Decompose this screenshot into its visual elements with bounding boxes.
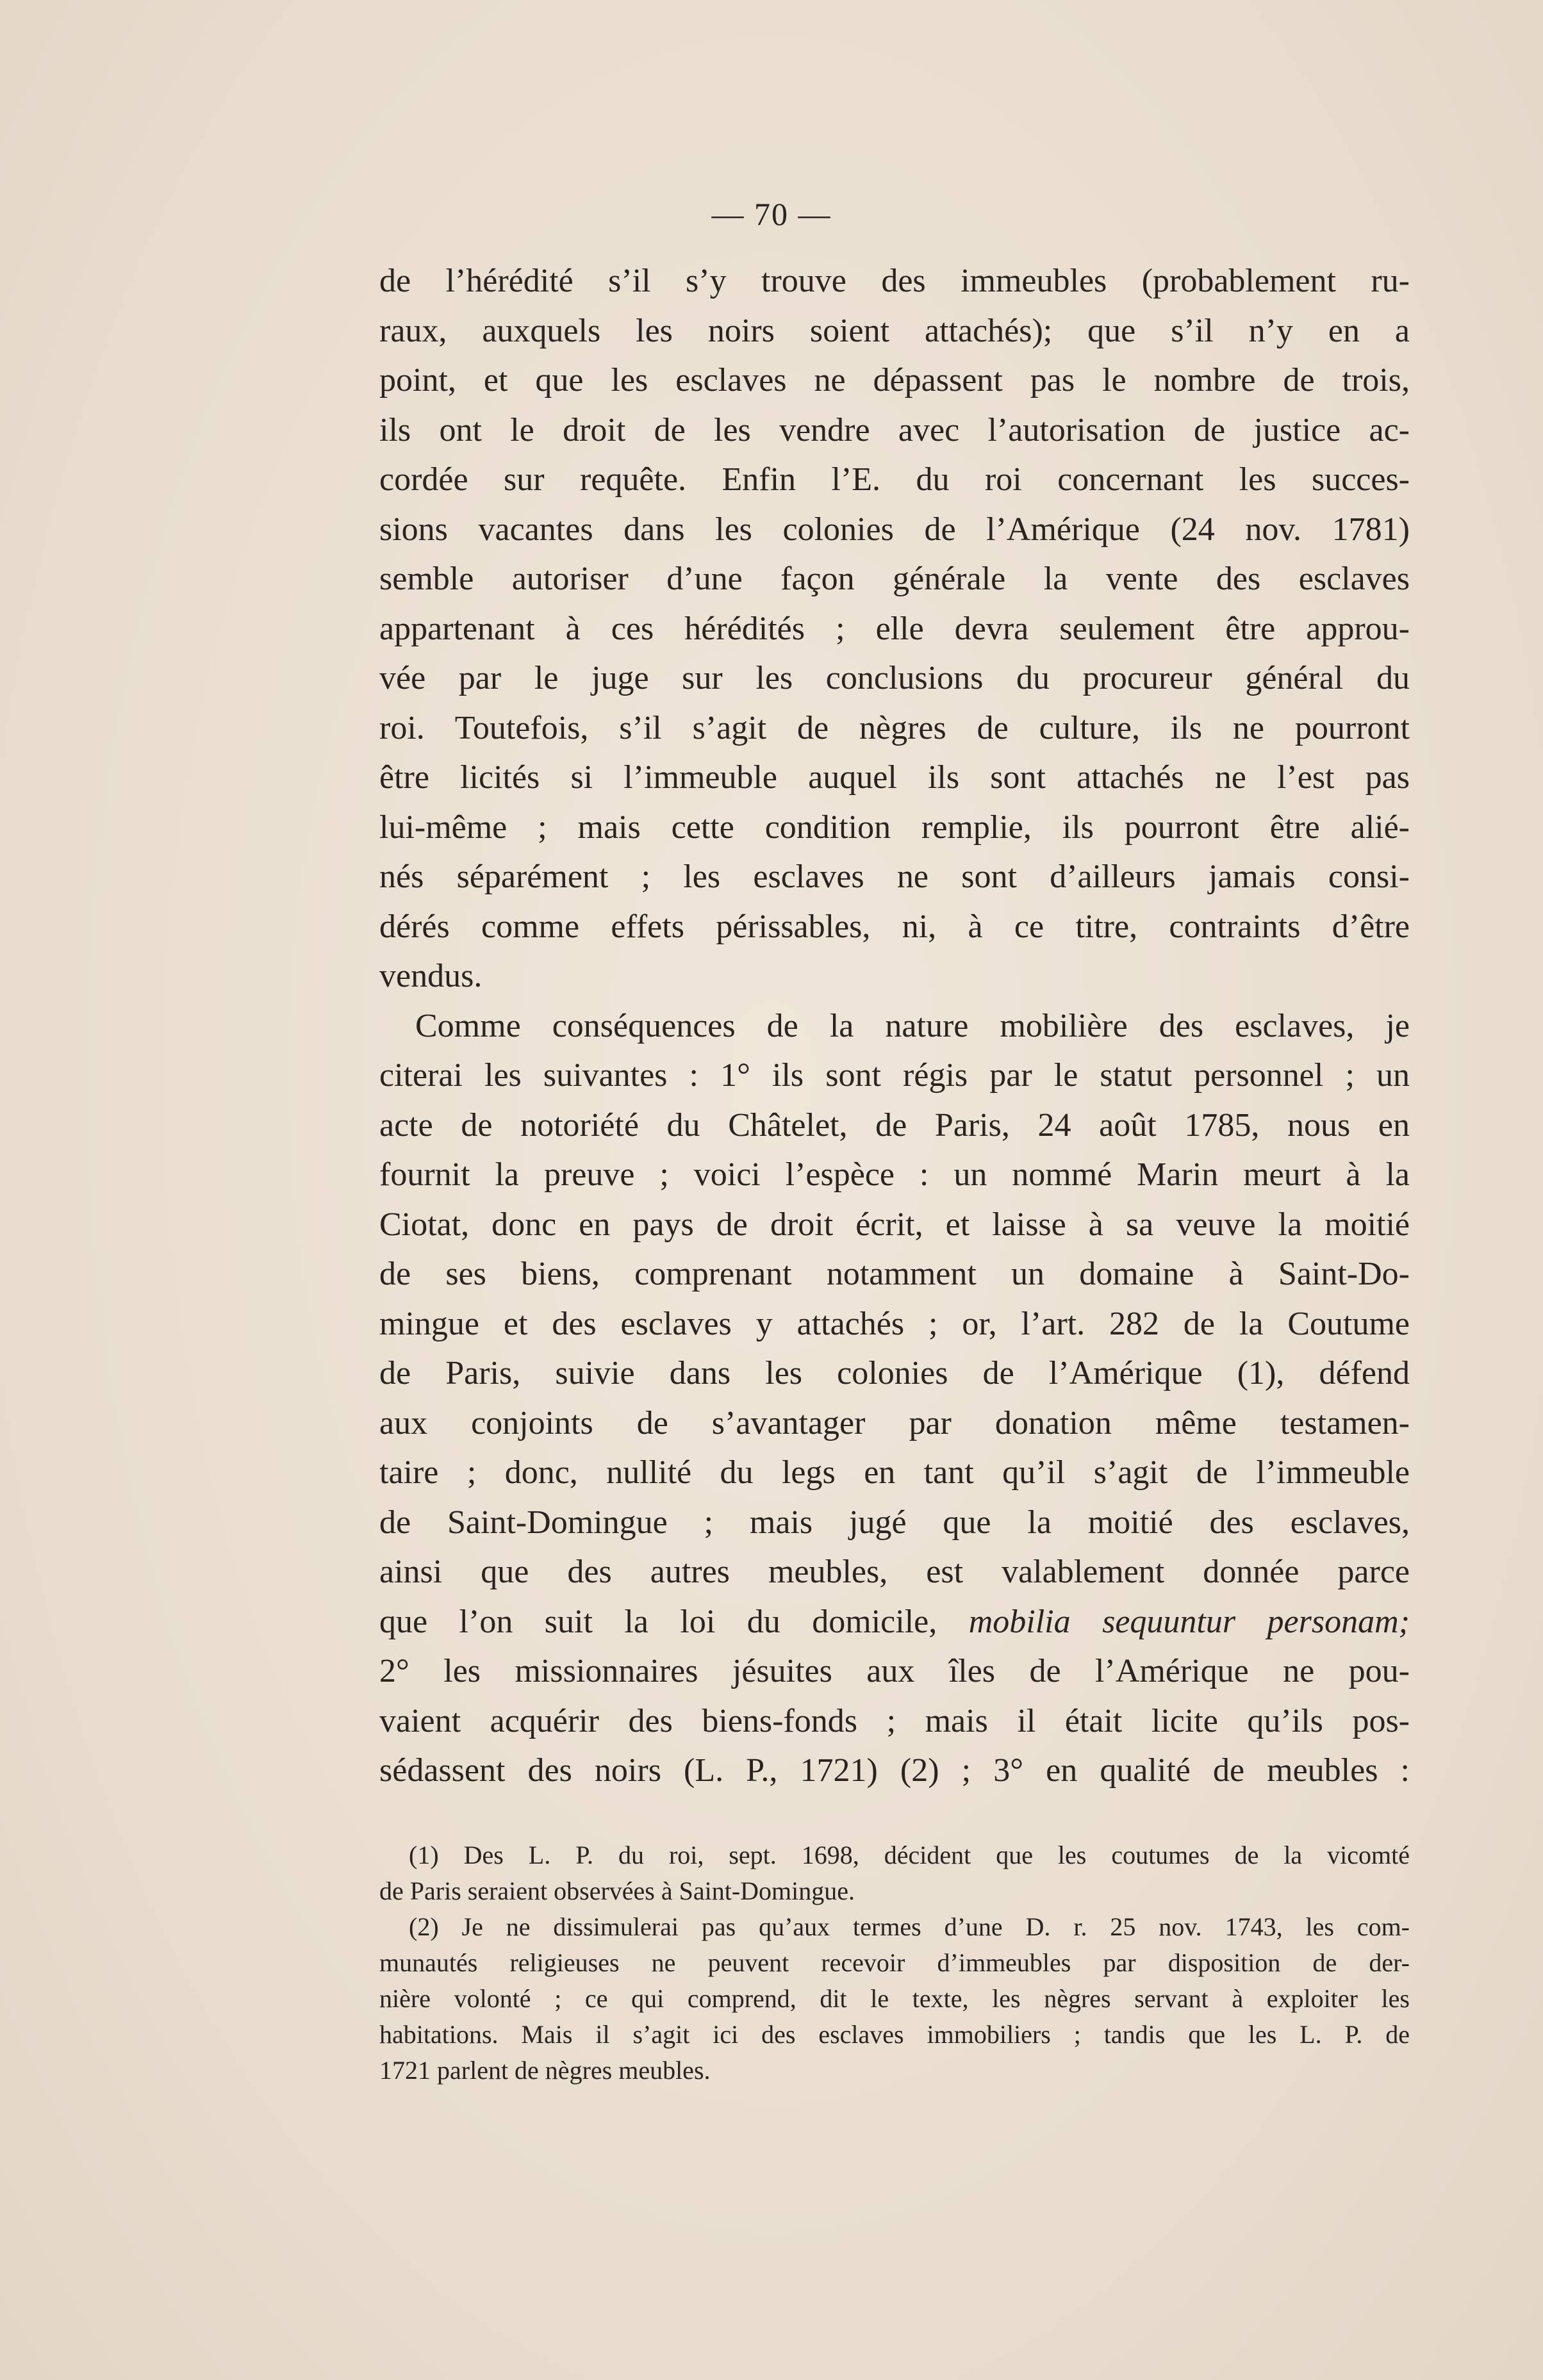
body-line: taire ; donc, nullité du legs en tant qu’il s’agit de l’immeuble bbox=[379, 1454, 1410, 1491]
footnote-line: 1721 parlent de nègres meubles. bbox=[379, 2056, 711, 2085]
body-line: être licités si l’immeuble auquel ils sont attachés ne l’est pas bbox=[379, 759, 1410, 796]
body-line-text: que l’on suit la loi du domicile, bbox=[379, 1603, 969, 1640]
body-line: lui-même ; mais cette condition remplie, ils pourront être alié- bbox=[379, 808, 1410, 846]
footnote-line: habitations. Mais il s’agit ici des esclaves immobiliers ; tandis que les L. P. de bbox=[379, 2020, 1410, 2049]
body-line: vaient acquérir des biens-fonds ; mais il était licite qu’ils pos- bbox=[379, 1702, 1410, 1739]
body-line: de l’hérédité s’il s’y trouve des immeubles (probablement ru- bbox=[379, 263, 1410, 299]
body-line: Comme conséquences de la nature mobilière des esclaves, je bbox=[415, 1007, 1410, 1044]
footnote-line: (1) Des L. P. du roi, sept. 1698, décident que les coutumes de la vicomté bbox=[409, 1841, 1410, 1869]
body-line: 2° les missionnaires jésuites aux îles de l’Amérique ne pou- bbox=[379, 1653, 1410, 1689]
body-line: ils ont le droit de les vendre avec l’autorisation de justice ac- bbox=[379, 411, 1410, 448]
page-number: — 70 — bbox=[711, 196, 832, 232]
body-line: acte de notoriété du Châtelet, de Paris, 24 août 1785, nous en bbox=[379, 1106, 1410, 1144]
body-line: de Paris, suivie dans les colonies de l’Amérique (1), défend bbox=[379, 1355, 1410, 1391]
body-line: vendus. bbox=[379, 958, 483, 994]
body-line: sédassent des noirs (L. P., 1721) (2) ; 3° en qualité de meubles : bbox=[379, 1752, 1410, 1789]
body-line: nés séparément ; les esclaves ne sont d’ailleurs jamais consi- bbox=[379, 858, 1410, 895]
body-line: citerai les suivantes : 1° ils sont régis par le statut personnel ; un bbox=[379, 1057, 1410, 1094]
body-line: appartenant à ces hérédités ; elle devra seulement être approu- bbox=[379, 610, 1410, 647]
body-line: aux conjoints de s’avantager par donation même testamen- bbox=[379, 1404, 1410, 1441]
latin-maxim: mobilia sequuntur personam; bbox=[968, 1603, 1410, 1640]
body-line: ainsi que des autres meubles, est valablement donnée parce bbox=[379, 1554, 1410, 1590]
body-text bbox=[379, 256, 1410, 1796]
body-line: de Saint-Domingue ; mais jugé que la moitié des esclaves, bbox=[379, 1504, 1410, 1541]
body-line: raux, auxquels les noirs soient attachés); que s’il n’y en a bbox=[379, 312, 1410, 349]
body-line: vée par le juge sur les conclusions du procureur général du bbox=[379, 660, 1410, 696]
body-line: de ses biens, comprenant notamment un domaine à Saint-Do- bbox=[379, 1256, 1410, 1292]
body-line: cordée sur requête. Enfin l’E. du roi concernant les succes- bbox=[379, 461, 1410, 498]
body-line: semble autoriser d’une façon générale la vente des esclaves bbox=[379, 561, 1410, 597]
footnotes bbox=[379, 1837, 1410, 2089]
body-line-with-latin bbox=[379, 1597, 1410, 1647]
footnote-line: (2) Je ne dissimulerai pas qu’aux termes d’une D. r. 25 nov. 1743, les com- bbox=[409, 1912, 1410, 1941]
body-line: roi. Toutefois, s’il s’agit de nègres de culture, ils ne pourront bbox=[379, 709, 1410, 746]
footnote-line: de Paris seraient observées à Saint-Domingue. bbox=[379, 1876, 855, 1905]
footnote-line: munautés religieuses ne peuvent recevoir d’immeubles par disposition de der- bbox=[379, 1948, 1410, 1977]
body-line: sions vacantes dans les colonies de l’Amérique (24 nov. 1781) bbox=[379, 511, 1410, 548]
body-line: mingue et des esclaves y attachés ; or, l’art. 282 de la Coutume bbox=[379, 1305, 1410, 1342]
body-line: dérés comme effets périssables, ni, à ce titre, contraints d’être bbox=[379, 908, 1410, 945]
body-line: point, et que les esclaves ne dépassent pas le nombre de trois, bbox=[379, 362, 1410, 398]
footnote-line: nière volonté ; ce qui comprend, dit le texte, les nègres servant à exploiter les bbox=[379, 1984, 1410, 2013]
body-line: fournit la preuve ; voici l’espèce : un nommé Marin meurt à la bbox=[379, 1156, 1410, 1193]
body-line: Ciotat, donc en pays de droit écrit, et laisse à sa veuve la moitié bbox=[379, 1206, 1410, 1243]
